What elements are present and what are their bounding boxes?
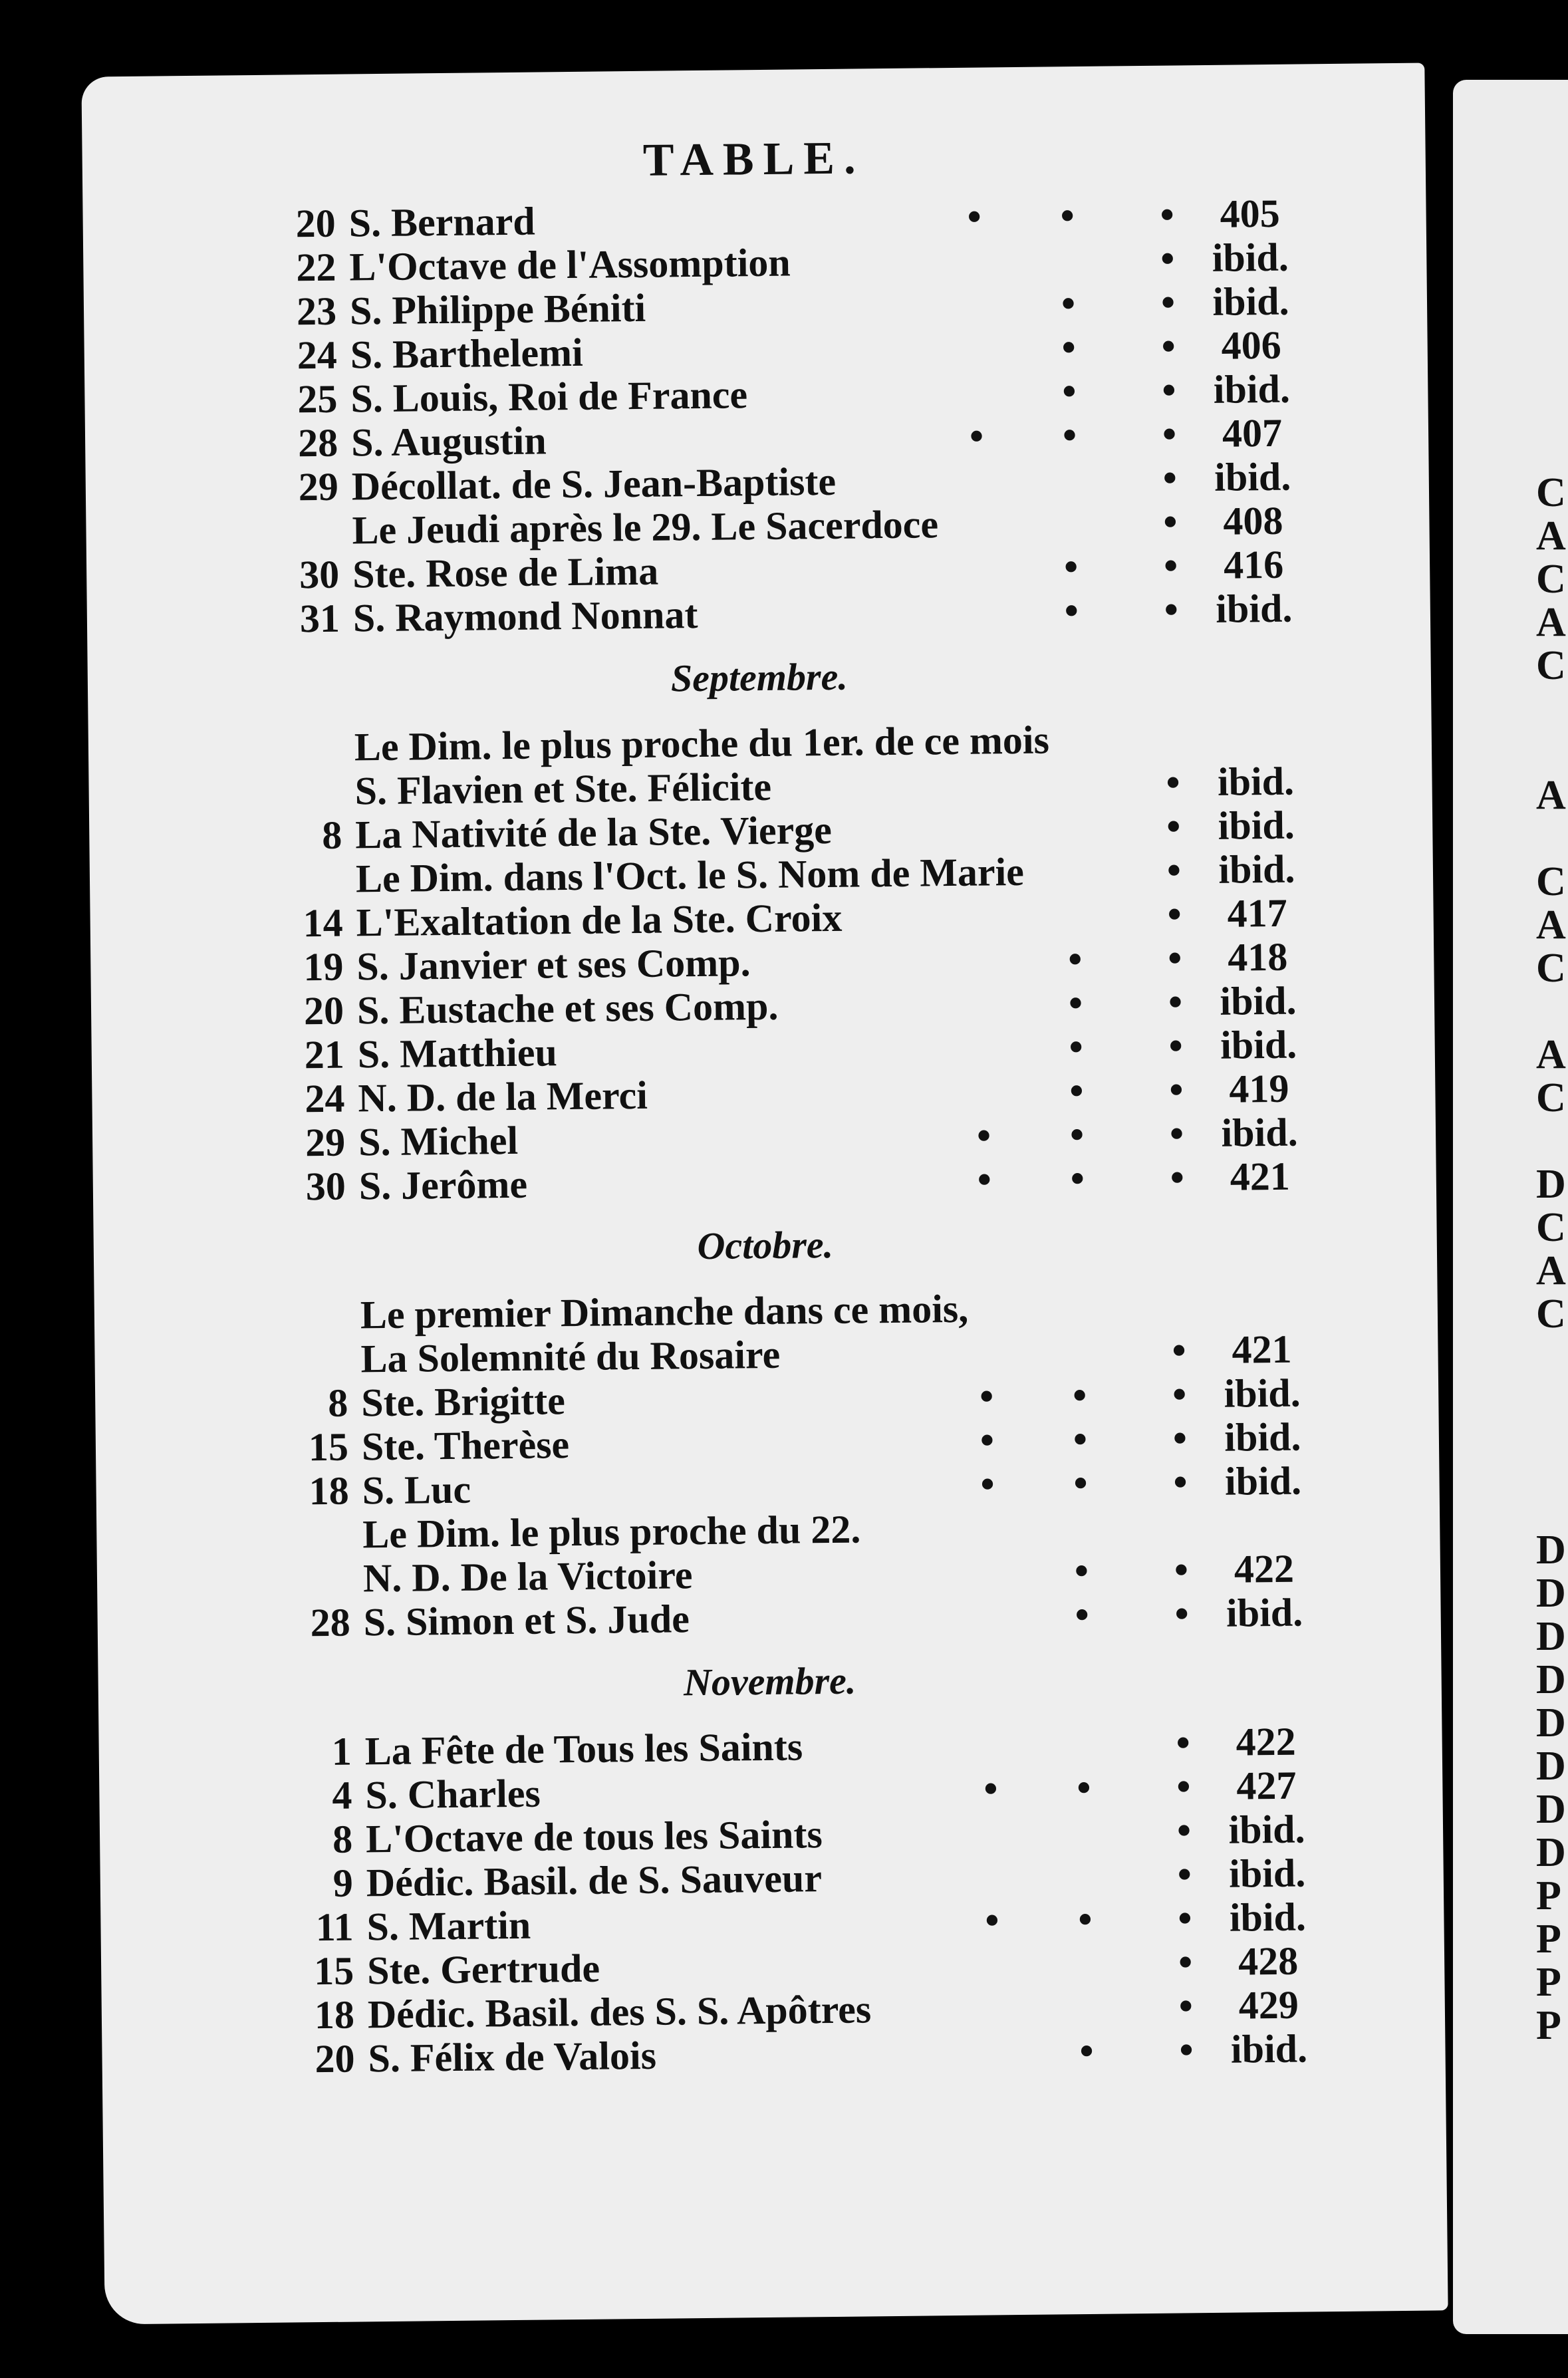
leader-dot: • <box>1174 1591 1190 1636</box>
leader-dot: • <box>1070 1156 1085 1201</box>
leader-dot: • <box>1164 587 1179 632</box>
entry-title: S. Jerôme <box>358 1162 528 1208</box>
leader-dot: • <box>1177 1852 1192 1897</box>
entry-title: Dédic. Basil. des S. S. Apôtres <box>367 1987 872 2037</box>
leader-dot: • <box>1163 499 1178 544</box>
entry-page-number: 419 <box>1229 1066 1289 1111</box>
entry-day: 8 <box>327 1381 348 1425</box>
entry-title: Le Jeudi après le 29. Le Sacerdoce <box>352 502 939 553</box>
leader-dot: • <box>983 1766 998 1811</box>
entry-title: S. Flavien et Ste. Félicite <box>354 764 772 813</box>
entry-day: 23 <box>296 289 337 334</box>
leader-dot: • <box>1172 1328 1186 1373</box>
leader-dot: • <box>1160 236 1175 281</box>
entry-page-number: 422 <box>1236 1719 1297 1764</box>
leader-dot: • <box>1068 980 1083 1025</box>
entry-day: 8 <box>332 1817 353 1861</box>
entry-title: Le premier Dimanche dans ce mois, <box>360 1286 969 1337</box>
entry-title: S. Louis, Roi de France <box>350 372 748 421</box>
leader-dot: • <box>1163 543 1178 588</box>
entry-day: 18 <box>314 1992 355 2038</box>
entry-title: La Fête de Tous les Saints <box>364 1724 803 1774</box>
entry-day: 30 <box>305 1164 346 1209</box>
leader-dot: • <box>985 1898 999 1942</box>
entry-title: Le Dim. le plus proche du 22. <box>362 1507 861 1557</box>
leader-dot: • <box>1170 1155 1185 1200</box>
facing-page-letter: A <box>1536 1032 1566 1077</box>
leader-dot: • <box>1075 1592 1090 1637</box>
entry-day: 15 <box>313 1948 354 1994</box>
facing-page-letter: C <box>1536 643 1566 688</box>
entry-page-number: 428 <box>1238 1938 1299 1984</box>
leader-dot: • <box>1178 1896 1192 1940</box>
facing-page-letter: C <box>1536 1205 1566 1250</box>
entry-day <box>255 725 341 726</box>
entry-page-number: 422 <box>1234 1546 1295 1591</box>
entry-day: 29 <box>305 1120 346 1165</box>
entry-page-number: ibid. <box>1220 1022 1297 1067</box>
leader-dot: • <box>1061 325 1077 370</box>
entry-day: 25 <box>297 376 338 422</box>
entry-title: S. Raymond Nonnat <box>352 593 698 640</box>
entry-day: 20 <box>315 2036 355 2081</box>
entry-day <box>263 1512 349 1513</box>
entry-title: S. Simon et S. Jude <box>363 1597 690 1645</box>
entry-day: 8 <box>321 813 342 857</box>
leader-dot: • <box>1162 412 1177 456</box>
entry-day: 14 <box>303 900 344 946</box>
entry-page-number: ibid. <box>1228 1807 1305 1852</box>
entry-page-number: ibid. <box>1224 1414 1301 1460</box>
book-page <box>81 63 1448 2325</box>
entry-day: 15 <box>308 1424 349 1470</box>
leader-dot: • <box>1172 1372 1187 1416</box>
facing-page-edge <box>1453 80 1568 2334</box>
leader-dot: • <box>1061 281 1076 326</box>
entry-day: 11 <box>315 1905 354 1950</box>
entry-title: S. Michel <box>358 1118 519 1164</box>
leader-dot: • <box>1069 1068 1084 1113</box>
facing-page-letter: C <box>1536 946 1566 991</box>
leader-dot: • <box>1162 368 1176 412</box>
leader-dot: • <box>969 414 984 458</box>
leader-dot: • <box>1176 1720 1191 1765</box>
entry-title: Ste. Therèse <box>361 1422 570 1469</box>
entry-page-number: 418 <box>1227 934 1288 980</box>
leader-dot: • <box>976 1113 991 1158</box>
leader-dot: • <box>1176 1808 1192 1853</box>
entry-title: Le Dim. dans l'Oct. le S. Nom de Marie <box>355 849 1025 901</box>
entry-page-number: ibid. <box>1221 1110 1298 1155</box>
entry-title: N. D. De la Victoire <box>362 1553 693 1601</box>
entry-page-number: ibid. <box>1228 1851 1306 1896</box>
leader-dot: • <box>1073 1416 1088 1462</box>
entry-page-number: 406 <box>1221 323 1282 368</box>
entry-page-number: ibid. <box>1214 454 1291 499</box>
facing-page-letter: P <box>1536 1916 1561 1962</box>
entry-title: S. Matthieu <box>357 1030 558 1077</box>
entry-page-number: ibid. <box>1224 1458 1302 1504</box>
facing-page-letter: D <box>1536 1527 1566 1573</box>
leader-dot: • <box>1063 545 1079 589</box>
leader-dot: • <box>1064 589 1079 633</box>
entry-day: 19 <box>303 944 344 990</box>
facing-page-letter: C <box>1536 557 1566 602</box>
entry-title: S. Martin <box>366 1903 531 1949</box>
leader-dot: • <box>1166 760 1180 805</box>
leader-dot: • <box>1161 324 1176 368</box>
facing-page-letter: D <box>1536 1571 1566 1616</box>
leader-dot: • <box>1067 936 1083 982</box>
entry-day <box>263 1556 350 1557</box>
entry-title: S. Luc <box>362 1467 471 1513</box>
entry-page-number <box>1192 714 1319 716</box>
entry-page-number: ibid. <box>1217 759 1295 804</box>
leader-dot: • <box>1179 2028 1194 2072</box>
entry-day: 18 <box>309 1468 349 1514</box>
facing-page-letter: A <box>1536 1248 1566 1293</box>
entry-title: Ste. Gertrude <box>366 1946 600 1993</box>
leader-dot: • <box>1062 413 1077 458</box>
entry-page-number: ibid. <box>1213 366 1291 412</box>
leader-dot: • <box>1069 1024 1084 1069</box>
entry-page-number: 421 <box>1232 1327 1292 1372</box>
entry-page-number: ibid. <box>1218 847 1295 892</box>
leader-dot: • <box>1178 1984 1194 2028</box>
entry-title: L'Exaltation de la Ste. Croix <box>356 895 843 945</box>
entry-title: Décollat. de S. Jean-Baptiste <box>351 459 837 509</box>
entry-title: S. Bernard <box>348 199 536 245</box>
leader-dot: • <box>1160 192 1174 237</box>
leader-dot: • <box>1166 804 1181 849</box>
entry-day: 29 <box>298 464 339 509</box>
entry-day <box>252 508 338 509</box>
leader-dots <box>967 192 1186 239</box>
entry-page-number: ibid. <box>1226 1590 1303 1635</box>
leader-dot: • <box>1172 1416 1188 1460</box>
facing-page-letter: A <box>1536 513 1566 559</box>
facing-page-letter: D <box>1536 1700 1566 1746</box>
entry-day: 1 <box>331 1729 352 1774</box>
entry-day: 20 <box>303 988 344 1033</box>
facing-page-letter: P <box>1536 1873 1561 1918</box>
leader-dot: • <box>1169 1111 1184 1156</box>
leader-dot: • <box>1178 1940 1193 1984</box>
entry-day: 24 <box>297 332 338 378</box>
facing-page-letter: P <box>1536 1960 1561 2005</box>
entry-page-number: 417 <box>1227 890 1287 936</box>
entry-title: S. Charles <box>365 1771 541 1817</box>
leader-dot: • <box>980 1418 995 1462</box>
leader-dot: • <box>980 1462 995 1506</box>
entry-page-number: 429 <box>1238 1982 1299 2028</box>
entry-page-number <box>1198 1282 1324 1283</box>
entry-page-number: 408 <box>1223 498 1283 543</box>
leader-dot: • <box>1167 936 1182 980</box>
entry-title: Dédic. Basil. de S. Sauveur <box>366 1856 823 1905</box>
entry-day: 20 <box>295 201 336 246</box>
entry-title: S. Janvier et ses Comp. <box>356 940 751 989</box>
entry-day: 30 <box>299 552 340 597</box>
entry-title: S. Philippe Béniti <box>349 285 646 333</box>
entry-day: 31 <box>299 596 340 641</box>
entry-day: 28 <box>310 1600 351 1645</box>
facing-page-letter: C <box>1536 1291 1566 1337</box>
leader-dot: • <box>1074 1548 1089 1593</box>
leader-dot: • <box>1072 1373 1087 1418</box>
leader-dot: • <box>1167 892 1182 936</box>
entry-day: 24 <box>305 1076 345 1121</box>
entry-page-number: ibid. <box>1212 235 1289 280</box>
entry-day: 22 <box>296 245 336 290</box>
facing-page-letter: C <box>1536 1075 1566 1121</box>
leader-dot: • <box>1173 1460 1188 1504</box>
page-title: TABLE. <box>642 132 865 186</box>
entry-title: La Solemnité du Rosaire <box>360 1332 781 1381</box>
entry-title: Ste. Brigitte <box>360 1379 566 1425</box>
leader-dot: • <box>977 1157 992 1202</box>
facing-page-letter: D <box>1536 1744 1566 1789</box>
leader-dot: • <box>1069 1112 1085 1157</box>
entry-title: L'Octave de tous les Saints <box>365 1812 823 1861</box>
leader-dot: • <box>1078 1897 1093 1942</box>
facing-page-letter: A <box>1536 773 1566 818</box>
leader-dot: • <box>1062 369 1077 414</box>
entry-title: S. Eustache et ses Comp. <box>356 984 779 1033</box>
entry-page-number: ibid. <box>1224 1371 1301 1416</box>
entry-page-number: 407 <box>1222 410 1283 456</box>
leader-dot: • <box>1060 194 1075 238</box>
leader-dot: • <box>1169 1067 1184 1112</box>
entry-title: S. Augustin <box>350 418 547 465</box>
entry-page-number: 416 <box>1223 542 1284 587</box>
entry-title: Ste. Rose de Lima <box>352 549 659 596</box>
facing-page-letter: D <box>1536 1657 1566 1702</box>
leader-dot: • <box>979 1374 994 1418</box>
entry-page-number: 421 <box>1230 1154 1291 1199</box>
facing-page-letter: A <box>1536 600 1566 645</box>
entry-page-number: ibid. <box>1212 279 1289 324</box>
entry-page-number: 405 <box>1220 191 1280 236</box>
entry-title: La Nativité de la Ste. Vierge <box>354 807 833 857</box>
leader-dots <box>983 1720 1202 1765</box>
entry-title: L'Octave de l'Assomption <box>349 240 791 289</box>
entry-page-number: ibid. <box>1230 2026 1308 2071</box>
facing-page-letter: D <box>1536 1162 1566 1207</box>
entry-day: 9 <box>332 1861 354 1905</box>
entry-day: 21 <box>304 1032 345 1077</box>
facing-page-letter: C <box>1536 470 1566 515</box>
entry-title: S. Félix de Valois <box>368 2033 657 2081</box>
leader-dot: • <box>1077 1765 1091 1810</box>
facing-page-letter: P <box>1536 2003 1561 2048</box>
entry-title: S. Barthelemi <box>350 330 584 377</box>
entry-page-number: ibid. <box>1218 803 1295 848</box>
facing-page-letter: D <box>1536 1614 1566 1659</box>
leader-dot: • <box>1079 2028 1094 2073</box>
leader-dot: • <box>1168 1023 1184 1068</box>
facing-page-letter: C <box>1536 859 1566 904</box>
facing-page-letter: D <box>1536 1830 1566 1875</box>
leader-dot: • <box>967 194 981 239</box>
entry-page-number: ibid. <box>1220 978 1297 1023</box>
leader-dot: • <box>1168 980 1183 1024</box>
month-heading: Novembre. <box>683 1658 856 1704</box>
leader-dot: • <box>1160 280 1176 325</box>
leader-dot: • <box>1166 848 1182 892</box>
month-heading: Octobre. <box>697 1222 834 1268</box>
facing-page-letter: D <box>1536 1787 1566 1832</box>
entry-page-number: ibid. <box>1215 586 1293 631</box>
leader-dot: • <box>1162 456 1178 500</box>
leader-dot: • <box>1073 1460 1088 1506</box>
month-heading: Septembre. <box>670 654 849 700</box>
entry-page-number: ibid. <box>1229 1895 1307 1940</box>
entry-day: 28 <box>297 420 338 465</box>
entry-day: 4 <box>332 1773 352 1817</box>
entry-page-number: 427 <box>1236 1763 1297 1808</box>
entry-title: N. D. de la Merci <box>358 1073 648 1121</box>
facing-page-letter: A <box>1536 902 1566 948</box>
leader-dot: • <box>1174 1547 1189 1592</box>
entry-title: Le Dim. le plus proche du 1er. de ce mois <box>354 718 1050 769</box>
leader-dot: • <box>1176 1764 1191 1809</box>
